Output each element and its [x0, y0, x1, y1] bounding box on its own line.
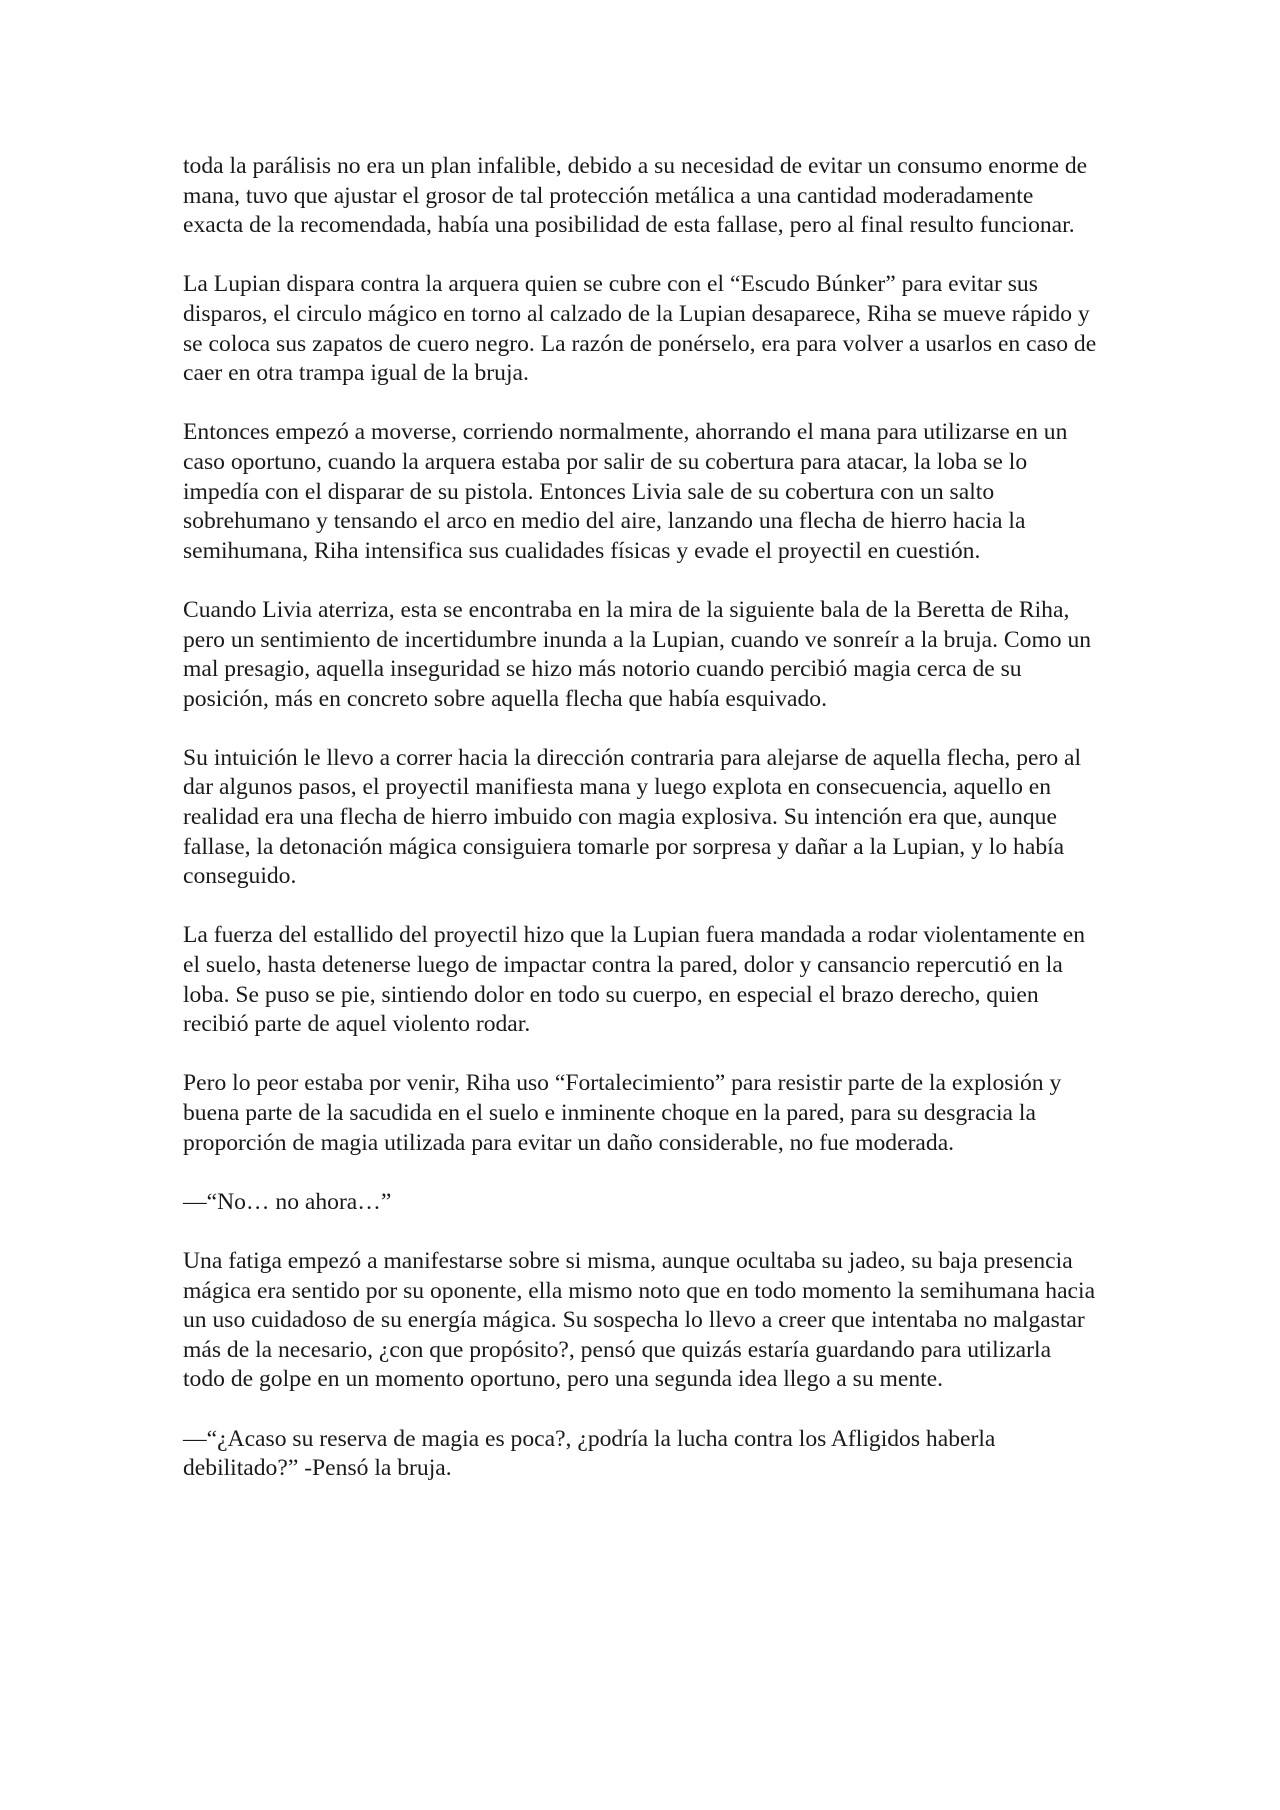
- paragraph: toda la parálisis no era un plan infalible, debido a su necesidad de evitar un consumo enorme de mana, tuvo que ajustar el grosor de tal protección metálica a una cantidad moderadamente exacta de la recomendada, había una posibilidad de esta fallase, pero al final resulto funcionar.: [183, 153, 1088, 239]
- dialogue-line: —“¿Acaso su reserva de magia es poca?, ¿podría la lucha contra los Afligidos haberla debilitado?” -Pensó la bruja.: [183, 1425, 996, 1482]
- document-body: [183, 152, 1098, 1513]
- dialogue-line: —“No… no ahora…”: [183, 1188, 392, 1215]
- paragraph: Pero lo peor estaba por venir, Riha uso “Fortalecimiento” para resistir parte de la explosión y buena parte de la sacudida en el suelo e inminente choque en la pared, para su desgracia la proporción de magia utilizada para evitar un daño considerable, no fue moderada.: [183, 1070, 1062, 1156]
- paragraph: Su intuición le llevo a correr hacia la dirección contraria para alejarse de aquella flecha, pero al dar algunos pasos, el proyectil manifiesta mana y luego explota en consecuencia, aquello en realidad era una flecha de hierro imbuido con magia explosiva. Su intención era que, aunque fallase, la detonación mágica consiguiera tomarle por sorpresa y dañar a la Lupian, y lo había conseguido.: [183, 744, 1082, 890]
- paragraph: Una fatiga empezó a manifestarse sobre si misma, aunque ocultaba su jadeo, su baja presencia mágica era sentido por su oponente, ella mismo noto que en todo momento la semihumana hacia un uso cuidadoso de su energía mágica. Su sospecha lo llevo a creer que intentaba no malgastar más de la necesario, ¿con que propósito?, pensó que quizás estaría guardando para utilizarla todo de golpe en un momento oportuno, pero una segunda idea llego a su mente.: [183, 1247, 1096, 1393]
- paragraph: La fuerza del estallido del proyectil hizo que la Lupian fuera mandada a rodar violentamente en el suelo, hasta detenerse luego de impactar contra la pared, dolor y cansancio repercutió en la loba. Se puso se pie, sintiendo dolor en todo su cuerpo, en especial el brazo derecho, quien recibió parte de aquel violento rodar.: [183, 922, 1086, 1038]
- paragraph: Cuando Livia aterriza, esta se encontraba en la mira de la siguiente bala de la Beretta de Riha, pero un sentimiento de incertidumbre inunda a la Lupian, cuando ve sonreír a la bruja. Como un mal presagio, aquella inseguridad se hizo más notorio cuando percibió magia cerca de su posición, más en concreto sobre aquella flecha que había esquivado.: [183, 596, 1092, 712]
- paragraph: La Lupian dispara contra la arquera quien se cubre con el “Escudo Búnker” para evitar sus disparos, el circulo mágico en torno al calzado de la Lupian desaparece, Riha se mueve rápido y se coloca sus zapatos de cuero negro. La razón de ponérselo, era para volver a usarlos en caso de caer en otra trampa igual de la bruja.: [183, 271, 1097, 387]
- paragraph: Entonces empezó a moverse, corriendo normalmente, ahorrando el mana para utilizarse en un caso oportuno, cuando la arquera estaba por salir de su cobertura para atacar, la loba se lo impedía con el disparar de su pistola. Entonces Livia sale de su cobertura con un salto sobrehumano y tensando el arco en medio del aire, lanzando una flecha de hierro hacia la semihumana, Riha intensifica sus cualidades físicas y evade el proyectil en cuestión.: [183, 419, 1068, 564]
